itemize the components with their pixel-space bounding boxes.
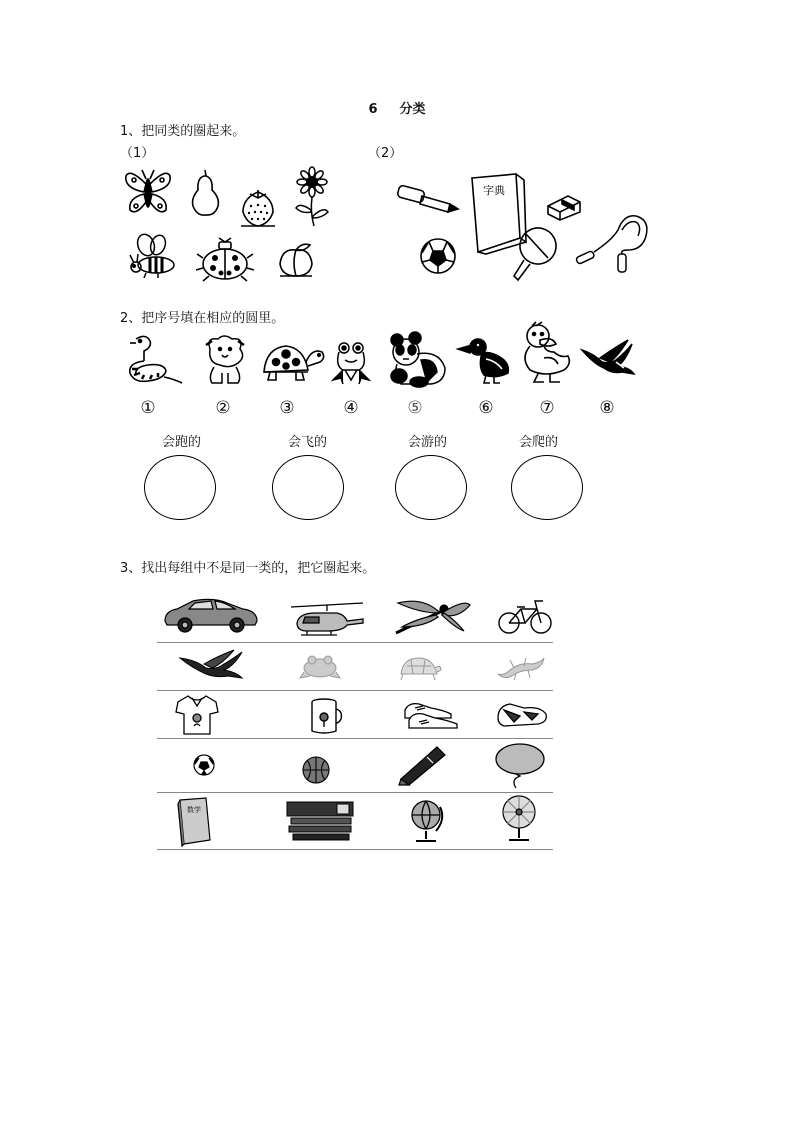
- shoe-icon[interactable]: [494, 700, 550, 730]
- row-divider: [157, 792, 553, 793]
- number-8: ⑧: [599, 398, 615, 418]
- dragonfly-icon[interactable]: [392, 597, 472, 639]
- number-3: ③: [279, 398, 295, 418]
- category-label-fly: 会飞的: [288, 435, 328, 450]
- flower-icon[interactable]: [290, 166, 332, 228]
- fan-icon[interactable]: [497, 794, 541, 846]
- book-label: 数学: [187, 806, 201, 814]
- peach-icon[interactable]: [276, 242, 316, 280]
- duck-icon[interactable]: [520, 322, 572, 386]
- number-2: ②: [215, 398, 231, 418]
- marker-pen-icon[interactable]: [394, 182, 460, 214]
- globe-icon[interactable]: [406, 797, 446, 845]
- row-divider: [157, 849, 553, 850]
- section1-prompt: 1、把同类的圈起来。: [120, 124, 246, 139]
- marker-pen-icon[interactable]: [397, 743, 449, 787]
- page-title: [0, 98, 794, 117]
- number-4: ④: [343, 398, 359, 418]
- lesson-number: 6: [368, 102, 378, 117]
- row-divider: [157, 690, 553, 691]
- row-divider: [157, 738, 553, 739]
- dictionary-label: 字典: [483, 184, 505, 197]
- soccer-ball-icon[interactable]: [419, 235, 457, 277]
- basketball-icon[interactable]: [302, 756, 330, 784]
- category-label-swim: 会游的: [408, 435, 448, 450]
- swallow-icon[interactable]: [580, 340, 634, 380]
- jump-rope-icon[interactable]: [572, 210, 652, 274]
- lion-icon[interactable]: [200, 333, 250, 385]
- book-icon[interactable]: [176, 796, 212, 846]
- section2-prompt: 2、把序号填在相应的圆里。: [120, 311, 285, 326]
- category-label-crawl: 会爬的: [519, 435, 559, 450]
- group2-label: （2）: [368, 146, 403, 161]
- row-divider: [157, 642, 553, 643]
- number-7: ⑦: [539, 398, 555, 418]
- ping-pong-paddle-icon[interactable]: [508, 224, 558, 284]
- pencils-icon[interactable]: [285, 800, 355, 842]
- lesson-title: 分类: [399, 102, 426, 117]
- bicycle-icon[interactable]: [497, 599, 553, 635]
- crow-icon[interactable]: [456, 335, 512, 385]
- answer-circle-fly[interactable]: [272, 455, 344, 520]
- helicopter-icon[interactable]: [287, 601, 367, 637]
- sneakers-icon[interactable]: [401, 698, 461, 730]
- butterfly-icon[interactable]: [122, 166, 174, 218]
- answer-circle-crawl[interactable]: [511, 455, 583, 520]
- soccer-ball-icon[interactable]: [193, 754, 215, 776]
- shirt-icon[interactable]: [174, 694, 220, 736]
- group1-label: （1）: [120, 146, 155, 161]
- mug-icon[interactable]: [309, 697, 343, 735]
- car-icon[interactable]: [163, 597, 259, 633]
- frog-icon[interactable]: [331, 340, 371, 386]
- snake-icon[interactable]: [124, 333, 184, 389]
- number-6: ⑥: [478, 398, 494, 418]
- lizard-icon[interactable]: [494, 652, 546, 682]
- panda-icon[interactable]: [387, 332, 449, 388]
- section3-prompt: 3、找出每组中不是同一类的，把它圈起来。: [120, 561, 376, 576]
- balloon-icon[interactable]: [494, 742, 548, 788]
- turtle-icon[interactable]: [260, 340, 328, 384]
- bee-icon[interactable]: [128, 233, 182, 279]
- pear-icon[interactable]: [189, 166, 221, 216]
- strawberry-icon[interactable]: [237, 186, 279, 228]
- answer-circle-swim[interactable]: [395, 455, 467, 520]
- frog-icon[interactable]: [298, 654, 342, 680]
- category-label-run: 会跑的: [162, 435, 202, 450]
- swallow-icon[interactable]: [178, 650, 244, 680]
- ladybug-icon[interactable]: [195, 236, 255, 282]
- number-5: ⑤: [407, 398, 423, 418]
- answer-circle-run[interactable]: [144, 455, 216, 520]
- number-1: ①: [140, 398, 156, 418]
- turtle-icon[interactable]: [397, 654, 443, 682]
